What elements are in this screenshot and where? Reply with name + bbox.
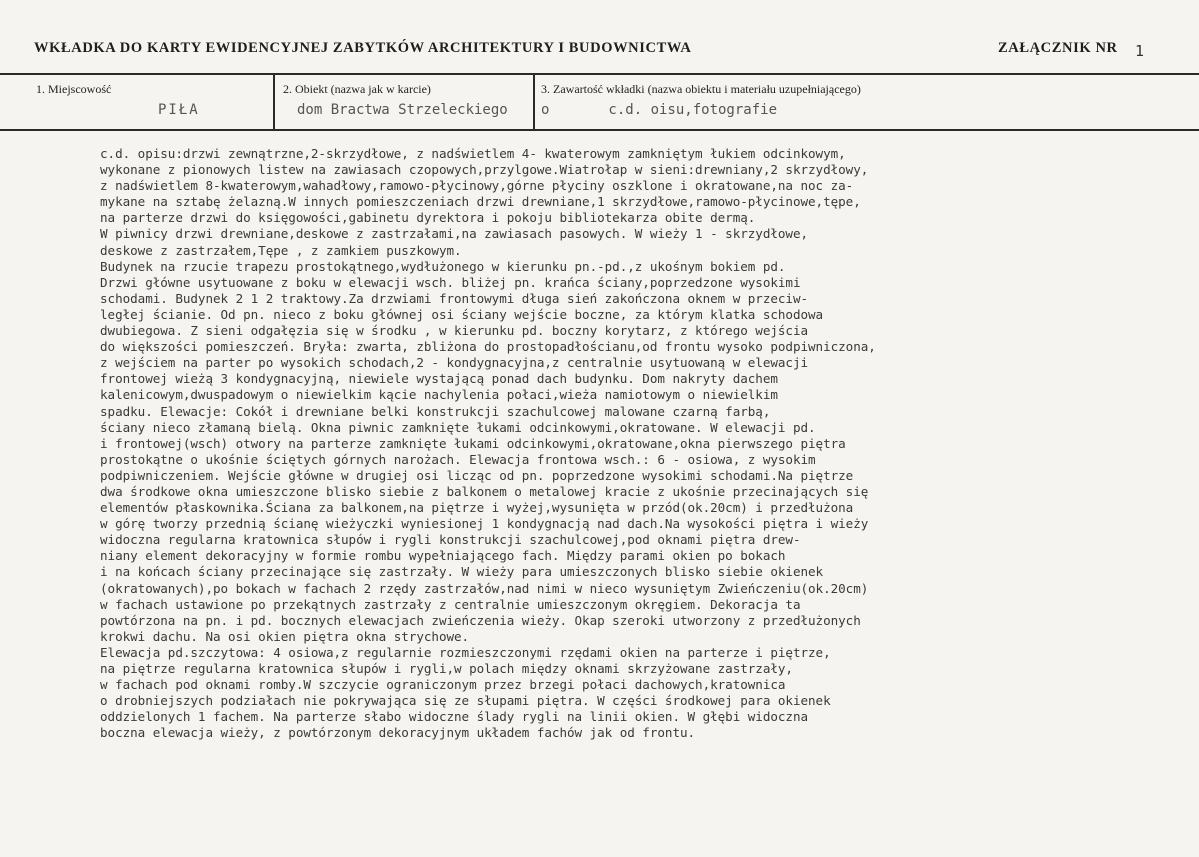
description-line: do większości pomieszczeń. Bryła: zwarta, zbliżona do prostopadłościanu,od frontu wysoko podpiwniczona, [100, 339, 876, 355]
description-line: z nadświetlem 8-kwaterowym,wahadłowy,ramowo-płycinowy,górne płyciny oszklone i okratowane,na noc za- [100, 178, 854, 194]
description-line: elementów płaskownika.Ściana za balkonem,na piętrze i wyżej,wysunięta w przód(ok.20cm) i przedłużona [100, 500, 854, 516]
description-line: niany element dekoracyjny w formie rombu wypełniającego fach. Między parami okien po bokach [100, 548, 786, 564]
description-line: widoczna regularna kratownica słupów i rygli konstrukcji szachulcowej,pod oknami piętra drew- [100, 532, 801, 548]
description-line: o drobniejszych podziałach nie pokrywająca się ze słupami piętra. W części środkowej para okienek [100, 693, 831, 709]
description-line: spadku. Elewacje: Cokół i drewniane belki konstrukcji szachulcowej malowane czarną farbą, [100, 403, 771, 419]
description-line: ściany nieco złamaną bielą. Okna piwnic zamknięte łukami odcinkowymi,okratowane. W elewacji pd. [100, 419, 816, 435]
description-line: frontowej wieżą 3 kondygnacyjną, niewiele wystającą ponad dach budynku. Dom nakryty dachem [100, 371, 778, 387]
description-line: prostokątne o ukośnie ściętych górnych narożach. Elewacja frontowa wsch.: 6 - osiowa, z wysokim [100, 451, 816, 467]
description-line: i na końcach ściany przecinające się zastrzały. W wieży para umieszczonych blisko siebie okienek [100, 564, 824, 580]
content-label: 3. Zawartość wkładki (nazwa obiektu i materiału uzupełniającego) [541, 82, 861, 96]
description-line: Drzwi główne usytuowane z boku w elewacji wsch. bliżej pn. krańca ściany,poprzedzone wysokimi [100, 274, 801, 290]
locality-value: PIŁA [158, 102, 200, 118]
description-line: powtórzona na pn. i pd. bocznych elewacjach zwieńczenia wieży. Okap szeroki utworzony z przedłużonych [100, 612, 861, 628]
description-line: schodami. Budynek 2 1 2 traktowy.Za drzwiami frontowymi długa sień zakończona oknem w przeciw- [100, 290, 809, 306]
description-line: c.d. opisu:drzwi zewnątrzne,2-skrzydłowe, z nadświetlem 4- kwaterowym zamkniętym łukiem odcinkowym, [100, 146, 846, 161]
description-line: w górę tworzy przednią ścianę wieżyczki wyniesionej 1 kondygnacją nad dach.Na wysokości piętra i wieży [100, 516, 869, 532]
description-line: wykonane z pionowych listew na zawiasach czopowych,przylgowe.Wiatrołap w sieni:drewniany,2 skrzydłowy, [100, 162, 869, 178]
description-line: dwa środkowe okna umieszczone blisko siebie z balkonem o metalowej kracie z ukośnie przecinających się [100, 483, 869, 499]
description-text [100, 146, 1185, 741]
content-value: o c.d. oisu,fotografie [541, 102, 778, 118]
description-line: mykane na sztabę żelazną.W innych pomieszczeniach drzwi drewniane,1 skrzydłowe,ramowo-płycinowe,tępe, [100, 194, 861, 210]
description-line: krokwi dachu. Na osi okien piętra okna strychowe. [100, 628, 470, 644]
field-divider-2 [533, 74, 535, 130]
description-line: Budynek na rzucie trapezu prostokątnego,wydłużonego w kierunku pn.-pd.,z ukośnym bokiem pd. [100, 258, 786, 274]
description-line: na parterze drzwi do księgowości,gabinetu dyrektora i pokoju bibliotekarza obite dermą. [100, 210, 756, 226]
description-line: na piętrze regularna kratownica słupów i rygli,w polach między oknami skrzyżowane zastrzały, [100, 661, 793, 676]
description-line: w fachach ustawione po przekątnych zastrzały z centralnie umieszczonym okręgiem. Dekoracja ta [100, 596, 801, 612]
description-line: oddzielonych 1 fachem. Na parterze słabo widoczne ślady rygli na linii okien. W głębi widoczna [100, 709, 809, 725]
header-rule-bottom [0, 129, 1199, 131]
document-title: WKŁADKA DO KARTY EWIDENCYJNEJ ZABYTKÓW ARCHITEKTURY I BUDOWNICTWA [34, 40, 692, 56]
description-line: boczna elewacja wieży, z powtórzonym dekoracyjnym układem fachów jak od frontu. [100, 725, 696, 741]
description-line: (okratowanych),po bokach w fachach 2 rzędy zastrzałów,nad nimi w nieco wysuniętym Zwieńczeniu(ok.20cm) [100, 580, 869, 596]
object-label: 2. Obiekt (nazwa jak w karcie) [283, 82, 431, 96]
description-line: ległej ścianie. Od pn. nieco z boku głównej osi ściany wejście boczne, za którym klatka schodowa [100, 306, 824, 322]
object-value: dom Bractwa Strzeleckiego [297, 102, 508, 118]
annex-label: ZAŁĄCZNIK NR [998, 40, 1118, 56]
description-line: z wejściem na parter po wysokich schodach,2 - kondygnacyjna,z centralnie usytuowaną w elewacji [100, 355, 809, 371]
description-line: W piwnicy drzwi drewniane,deskowe z zastrzałami,na zawiasach pasowych. W wieży 1 - skrzydłowe, [100, 226, 809, 242]
description-line: podpiwniczeniem. Wejście główne w drugiej osi licząc od pn. poprzedzone wysokimi schodami.Na piętrze [100, 467, 854, 483]
annex-number: 1 [1135, 42, 1145, 60]
description-line: kalenicowym,dwuspadowym o niewielkim kącie nachylenia połaci,wieża namiotowym o niewielkim [100, 387, 778, 403]
description-line: dwubiegowa. Z sieni odgałęzia się w środku , w kierunku pd. boczny korytarz, z którego wejścia [100, 323, 809, 339]
field-divider-1 [273, 74, 275, 130]
description-line: deskowe z zastrzałem,Tępe , z zamkiem puszkowym. [100, 242, 462, 258]
description-line: i frontowej(wsch) otwory na parterze zamknięte łukami odcinkowymi,okratowane,okna pierwszego piętra [100, 435, 846, 451]
locality-label: 1. Miejscowość [36, 82, 112, 96]
description-line: w fachach pod oknami romby.W szczycie ograniczonym przez brzegi połaci dachowych,kratownica [100, 677, 786, 693]
description-line: Elewacja pd.szczytowa: 4 osiowa,z regularnie rozmieszczonymi rzędami okien na parterze i piętrze, [100, 644, 831, 660]
header-rule-top [0, 73, 1199, 75]
